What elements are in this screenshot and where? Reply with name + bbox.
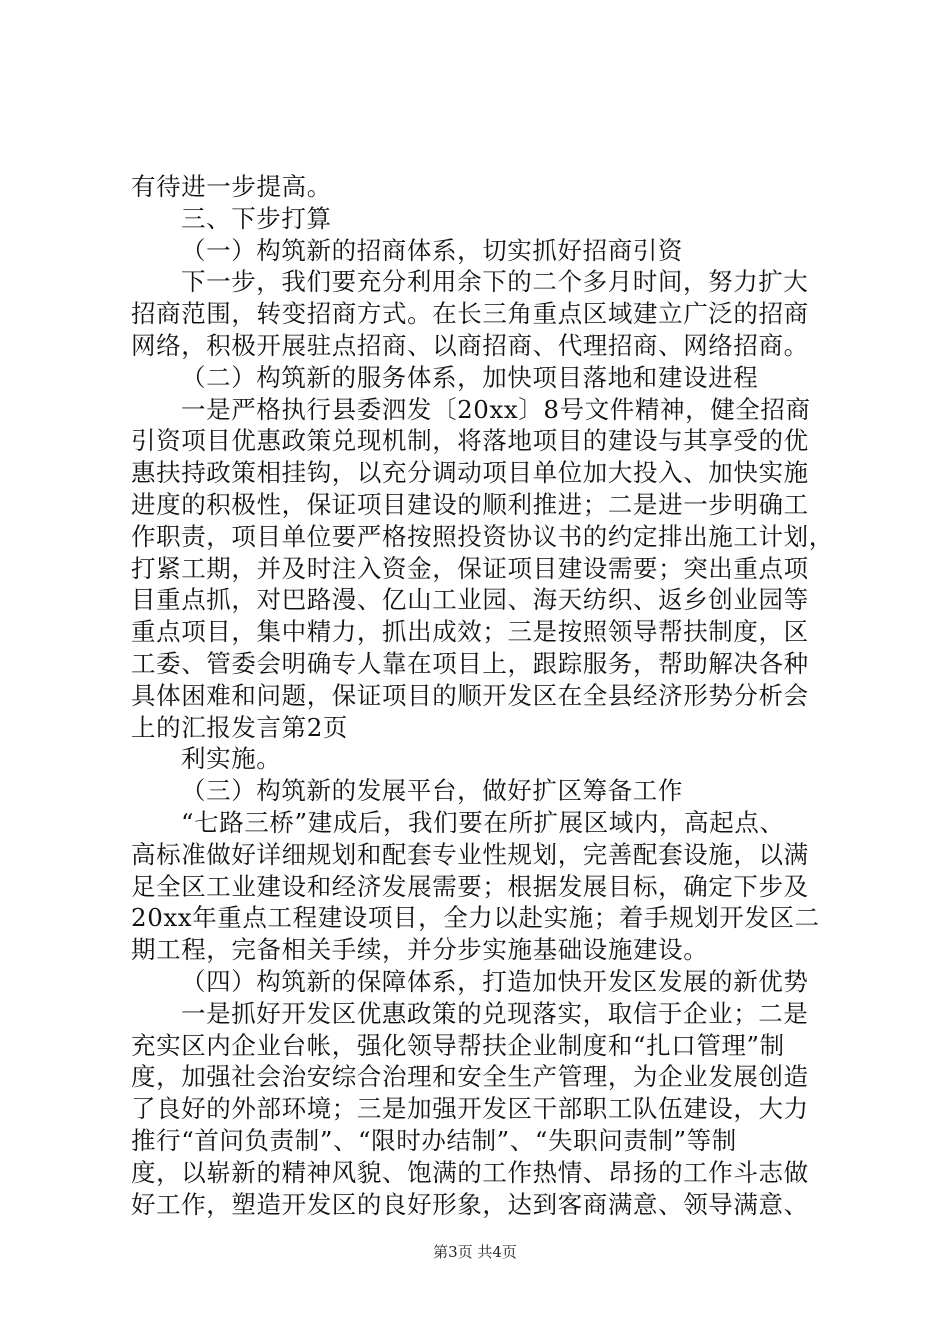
text-line: 工委、管委会明确专人靠在项目上，跟踪服务，帮助解决各种 [131, 648, 809, 678]
text-line: （四）构筑新的保障体系，打造加快开发区发展的新优势 [181, 966, 809, 996]
text-line: 惠扶持政策相挂钩，以充分调动项目单位加大投入、加快实施 [131, 458, 809, 488]
page-footer: 第3页 共4页 [433, 1243, 517, 1261]
text-line: “七路三桥”建成后，我们要在所扩展区域内，高起点、 [181, 807, 785, 837]
text-line: 度，以崭新的精神风貌、饱满的工作热情、昂扬的工作斗志做 [131, 1157, 809, 1187]
text-line: 好工作，塑造开发区的良好形象，达到客商满意、领导满意、 [131, 1189, 809, 1219]
text-line: （二）构筑新的服务体系，加快项目落地和建设进程 [181, 362, 759, 392]
text-line: 利实施。 [181, 744, 282, 774]
text-line: 足全区工业建设和经济发展需要；根据发展目标，确定下步及 [131, 871, 809, 901]
text-line: 上的汇报发言第2页 [131, 712, 348, 742]
text-line: 三、下步打算 [181, 203, 332, 233]
text-line: 期工程，完备相关手续，并分步实施基础设施建设。 [131, 935, 709, 965]
text-line: 进度的积极性，保证项目建设的顺利推进；二是进一步明确工 [131, 489, 809, 519]
text-line: 一是抓好开发区优惠政策的兑现落实，取信于企业；二是 [181, 998, 809, 1028]
text-line: 了良好的外部环境；三是加强开发区干部职工队伍建设，大力 [131, 1094, 809, 1124]
text-line: 度，加强社会治安综合治理和安全生产管理，为企业发展创造 [131, 1062, 809, 1092]
text-line: 打紧工期，并及时注入资金，保证项目建设需要；突出重点项 [131, 553, 809, 583]
text-line: 网络，积极开展驻点招商、以商招商、代理招商、网络招商。 [131, 330, 809, 360]
text-line: 高标准做好详细规划和配套专业性规划，完善配套设施，以满 [131, 839, 809, 869]
text-line: 下一步，我们要充分利用余下的二个多月时间，努力扩大 [181, 267, 809, 297]
text-line: 推行“首问负责制”、“限时办结制”、“失职问责制”等制 [131, 1125, 737, 1155]
text-line: 有待进一步提高。 [131, 172, 332, 201]
text-line: 作职责，项目单位要严格按照投资协议书的约定排出施工计划， [131, 521, 834, 551]
text-line: 具体困难和问题，保证项目的顺开发区在全县经济形势分析会 [131, 680, 809, 710]
text-line: 招商范围，转变招商方式。在长三角重点区域建立广泛的招商 [131, 299, 809, 329]
text-line: 重点项目，集中精力，抓出成效；三是按照领导帮扶制度，区 [131, 617, 809, 647]
text-line: 目重点抓，对巴路漫、亿山工业园、海天纺织、返乡创业园等 [131, 585, 809, 615]
document-body [131, 171, 834, 1220]
text-line: 20xx年重点工程建设项目，全力以赴实施；着手规划开发区二 [131, 903, 820, 933]
text-line: （三）构筑新的发展平台，做好扩区筹备工作 [181, 776, 683, 806]
text-line: 充实区内企业台帐，强化领导帮扶企业制度和“扎口管理”制 [131, 1030, 785, 1060]
text-line: 一是严格执行县委泗发〔20xx〕8号文件精神，健全招商 [181, 394, 811, 424]
text-line: 引资项目优惠政策兑现机制，将落地项目的建设与其享受的优 [131, 426, 809, 456]
text-line: （一）构筑新的招商体系，切实抓好招商引资 [181, 235, 683, 265]
